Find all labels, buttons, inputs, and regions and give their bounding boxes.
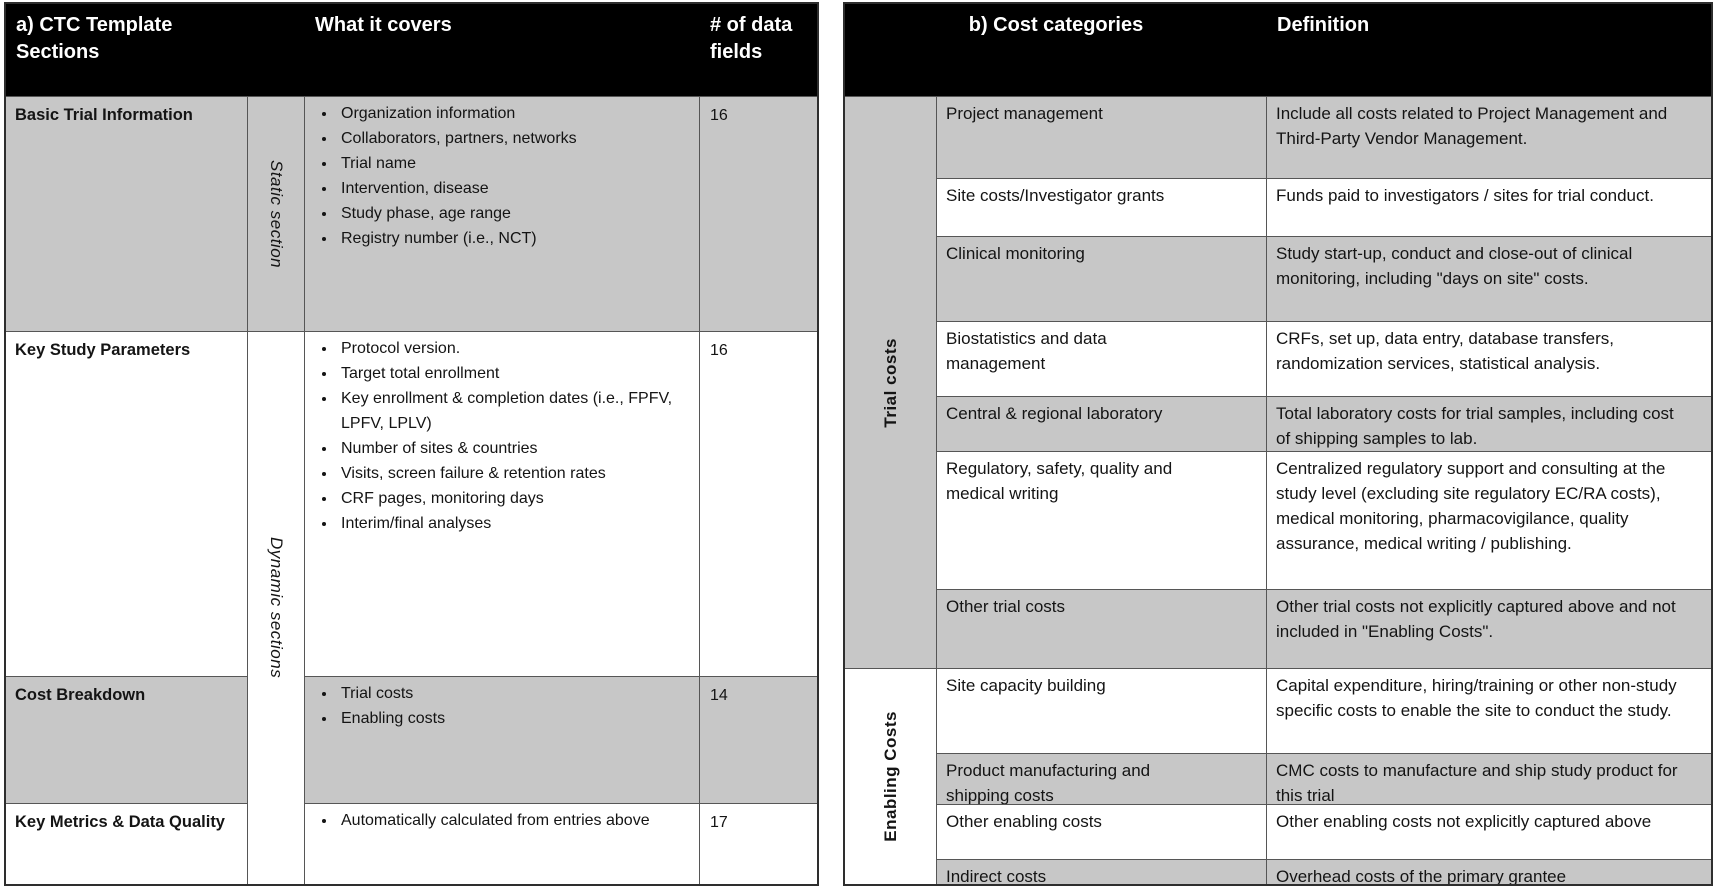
covers-cell xyxy=(305,677,700,804)
bullet-item: • Study phase, age range xyxy=(337,201,693,226)
bullet-item: • Registry number (i.e., NCT) xyxy=(337,226,693,251)
bullet-item: • Intervention, disease xyxy=(337,176,693,201)
bullet-item: • Protocol version. xyxy=(337,336,693,361)
table-b-header-categories: b) Cost categories xyxy=(845,4,1267,97)
covers-cell xyxy=(305,332,700,677)
trial-costs-group-cell xyxy=(845,97,937,669)
bullet-item: • Key enrollment & completion dates (i.e., FPFV, LPFV, LPLV) xyxy=(337,386,693,436)
definition-cell: Funds paid to investigators / sites for trial conduct. xyxy=(1267,179,1711,237)
definition-cell: Other enabling costs not explicitly captured above xyxy=(1267,805,1711,860)
category-cell: Site costs/Investigator grants xyxy=(937,179,1267,237)
static-section-cell xyxy=(248,97,305,332)
enabling-costs-group-cell xyxy=(845,669,937,884)
category-cell: Project management xyxy=(937,97,1267,179)
bullet-item: • Interim/final analyses xyxy=(337,511,693,536)
trial-costs-label: Trial costs xyxy=(880,337,900,428)
dynamic-sections-cell xyxy=(248,332,305,884)
category-cell: Clinical monitoring xyxy=(937,237,1267,322)
definition-cell: Include all costs related to Project Management and Third-Party Vendor Management. xyxy=(1267,97,1711,179)
definition-cell: CMC costs to manufacture and ship study product for this trial xyxy=(1267,754,1711,805)
table-a-header-fields: # of data fields xyxy=(700,4,817,97)
section-name: Key Metrics & Data Quality xyxy=(6,804,248,884)
category-cell: Product manufacturing and shipping costs xyxy=(937,754,1267,805)
bullet-item: • Number of sites & countries xyxy=(337,436,693,461)
table-a-header-covers: What it covers xyxy=(305,4,700,97)
static-section-label: Static section xyxy=(267,159,286,269)
category-cell: Other enabling costs xyxy=(937,805,1267,860)
category-cell: Indirect costs xyxy=(937,860,1267,884)
section-name: Cost Breakdown xyxy=(6,677,248,804)
bullet-item: • Collaborators, partners, networks xyxy=(337,126,693,151)
covers-cell xyxy=(305,804,700,884)
table-b-header-definition: Definition xyxy=(1267,4,1711,97)
section-name: Basic Trial Information xyxy=(6,97,248,332)
bullet-item: • Trial name xyxy=(337,151,693,176)
dynamic-sections-label: Dynamic sections xyxy=(267,537,286,679)
ctc-template-sections-table xyxy=(4,2,819,886)
bullet-item: • Enabling costs xyxy=(337,706,693,731)
bullet-item: • Visits, screen failure & retention rates xyxy=(337,461,693,486)
definition-cell: Total laboratory costs for trial samples, including cost of shipping samples to lab. xyxy=(1267,397,1711,452)
fields-count: 16 xyxy=(700,97,817,332)
definition-cell: Capital expenditure, hiring/training or other non-study specific costs to enable the site to conduct the study. xyxy=(1267,669,1711,754)
category-cell: Biostatistics and data management xyxy=(937,322,1267,397)
section-name: Key Study Parameters xyxy=(6,332,248,677)
bullet-item: • CRF pages, monitoring days xyxy=(337,486,693,511)
fields-count: 17 xyxy=(710,814,728,831)
bullet-item: • Trial costs xyxy=(337,681,693,706)
cost-categories-table xyxy=(843,2,1713,886)
covers-cell xyxy=(305,97,700,332)
category-cell: Other trial costs xyxy=(937,590,1267,669)
definition-cell: CRFs, set up, data entry, database transfers, randomization services, statistical analysis. xyxy=(1267,322,1711,397)
definition-cell: Overhead costs of the primary grantee xyxy=(1267,860,1711,884)
bullet-item: • Organization information xyxy=(337,101,693,126)
fields-count: 16 xyxy=(700,332,817,677)
enabling-costs-label: Enabling Costs xyxy=(880,711,900,842)
definition-cell: Study start-up, conduct and close-out of clinical monitoring, including "days on site" costs. xyxy=(1267,237,1711,322)
bullet-item: • Target total enrollment xyxy=(337,361,693,386)
category-cell: Regulatory, safety, quality and medical writing xyxy=(937,452,1267,590)
category-cell: Central & regional laboratory xyxy=(937,397,1267,452)
definition-cell: Other trial costs not explicitly captured above and not included in "Enabling Costs". xyxy=(1267,590,1711,669)
category-cell: Site capacity building xyxy=(937,669,1267,754)
table-a-title: a) CTC Template Sections xyxy=(16,14,173,63)
bullet-item: • Automatically calculated from entries above xyxy=(337,808,693,833)
table-a-header-sections xyxy=(6,4,305,97)
definition-cell: Centralized regulatory support and consulting at the study level (excluding site regulatory EC/RA costs), medical monitoring, pharmacovigilance, quality assurance, medical writing / publishing. xyxy=(1267,452,1711,590)
fields-count: 14 xyxy=(700,677,817,804)
